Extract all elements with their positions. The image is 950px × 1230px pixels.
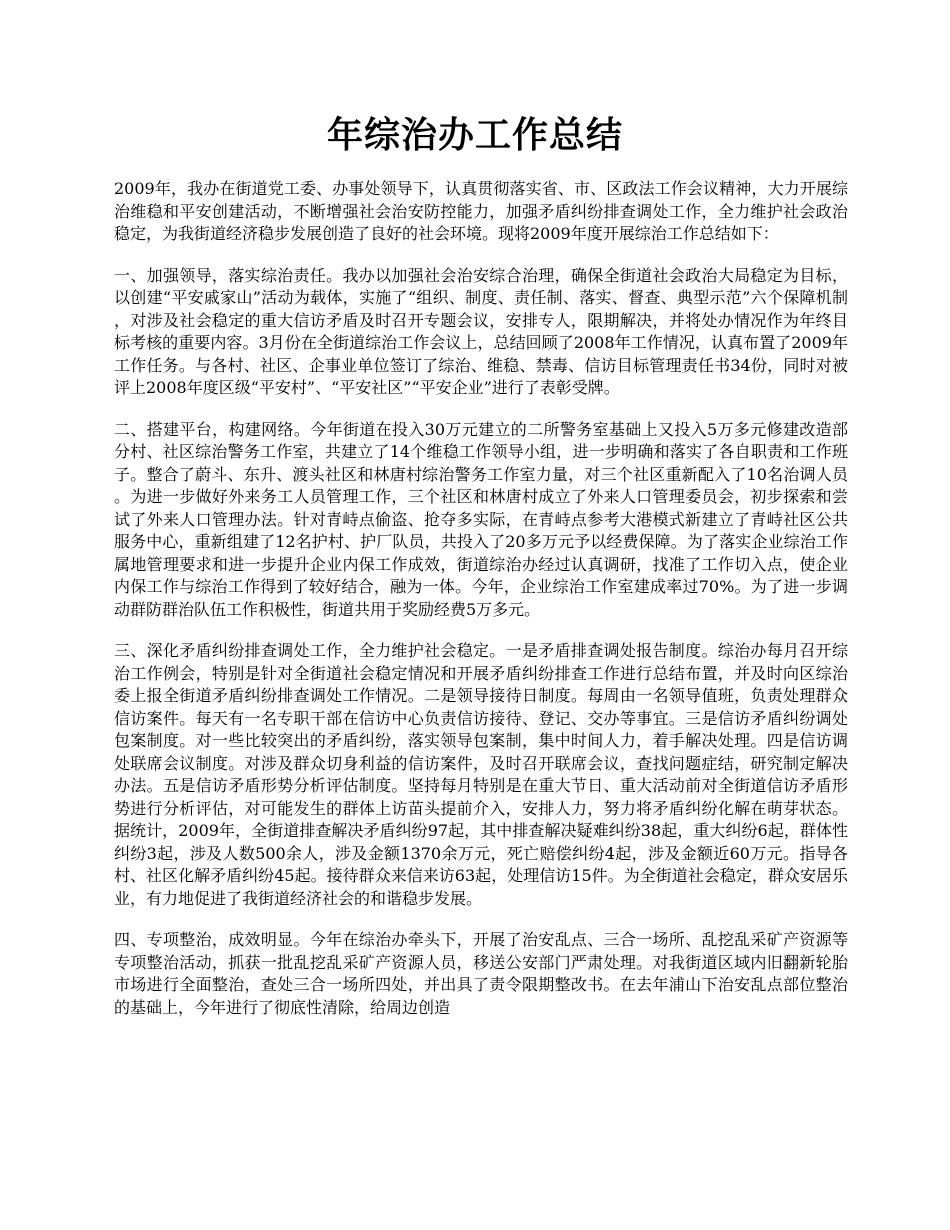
paragraph-section-2: 二、搭建平台，构建网络。今年街道在投入30万元建立的二所警务室基础上又投入5万多元修建改造部分村、社区综治警务工作室，共建立了14个维稳工作领导小组，进一步明确和落实了各自职责和工作班子。整合了蔚斗、东升、渡头社区和林唐村综治警务工作室力量，对三个社区重新配入了10名治调人员。为进一步做好外来务工人员管理工作，三个社区和林唐村成立了外来人口管理委员会，初步探索和尝试了外来人口管理办法。针对青峙点偷盗、抢夺多实际，在青峙点参考大港模式新建立了青峙社区公共服务中心，重新组建了12名护村、护厂队员，共投入了20多万元予以经费保障。为了落实企业综治工作属地管理要求和进一步提升企业内保工作成效，街道综治办经过认真调研，找准了工作切入点，使企业内保工作与综治工作得到了较好结合，融为一体。今年，企业综治工作室建成率过70%。为了进一步调动群防群治队伍工作积极性，街道共用于奖励经费5万多元。: [114, 419, 848, 619]
document-title: 年综治办工作总结: [326, 115, 623, 156]
paragraph-section-4: 四、专项整治，成效明显。今年在综治办牵头下，开展了治安乱点、三合一场所、乱挖乱采矿产资源等专项整治活动，抓获一批乱挖乱采矿产资源人员，移送公安部门严肃处理。对我街道区域内旧翻新轮胎市场进行全面整治，查处三合一场所四处，并出具了责令限期整改书。在去年浦山下治安乱点部位整治的基础上，今年进行了彻底性清除，给周边创造: [114, 930, 848, 1017]
paragraph-section-1: 一、加强领导，落实综治责任。我办以加强社会治安综合治理，确保全街道社会政治大局稳定为目标，以创建“平安戚家山”活动为载体，实施了“组织、制度、责任制、落实、督查、典型示范”六个保障机制，对涉及社会稳定的重大信访矛盾及时召开专题会议，安排专人，限期解决，并将处办情况作为年终目标考核的重要内容。3月份在全街道综治工作会议上，总结回顾了2008年工作情况，认真布置了2009年工作任务。与各村、社区、企事业单位签订了综治、维稳、禁毒、信访目标管理责任书34份，同时对被评上2008年度区级“平安村”、“平安社区”“平安企业”进行了表彰受牌。: [114, 265, 848, 397]
paragraph-intro: 2009年，我办在街道党工委、办事处领导下，认真贯彻落实省、市、区政法工作会议精神，大力开展综治维稳和平安创建活动，不断增强社会治安防控能力，加强矛盾纠纷排查调处工作，全力维护社会政治稳定，为我街道经济稳步发展创造了良好的社会环境。现将2009年度开展综治工作总结如下：: [114, 179, 848, 243]
document-body: [114, 178, 848, 1038]
paragraph-section-3: 三、深化矛盾纠纷排查调处工作，全力维护社会稳定。一是矛盾排查调处报告制度。综治办每月召开综治工作例会，特别是针对全街道社会稳定情况和开展矛盾纠纷排查工作进行总结布置，并及时向区综治委上报全街道矛盾纠纷排查调处工作情况。二是领导接待日制度。每周由一名领导值班，负责处理群众信访案件。每天有一名专职干部在信访中心负责信访接待、登记、交办等事宜。三是信访矛盾纠纷调处包案制度。对一些比较突出的矛盾纠纷，落实领导包案制，集中时间人力，着手解决处理。四是信访调处联席会议制度。对涉及群众切身利益的信访案件，及时召开联席会议，查找问题症结，研究制定解决办法。五是信访矛盾形势分析评估制度。坚持每月特别是在重大节日、重大活动前对全街道信访矛盾形势进行分析评估，对可能发生的群体上访苗头提前介入，安排人力，努力将矛盾纠纷化解在萌芽状态。据统计，2009年，全街道排查解决矛盾纠纷97起，其中排查解决疑难纠纷38起，重大纠纷6起，群体性纠纷3起，涉及人数500余人，涉及金额1370余万元，死亡赔偿纠纷4起，涉及金额近60万元。指导各村、社区化解矛盾纠纷45起。接待群众来信来访63起，处理信访15件。为全街道社会稳定，群众安居乐业，有力地促进了我街道经济社会的和谐稳步发展。: [114, 641, 848, 908]
